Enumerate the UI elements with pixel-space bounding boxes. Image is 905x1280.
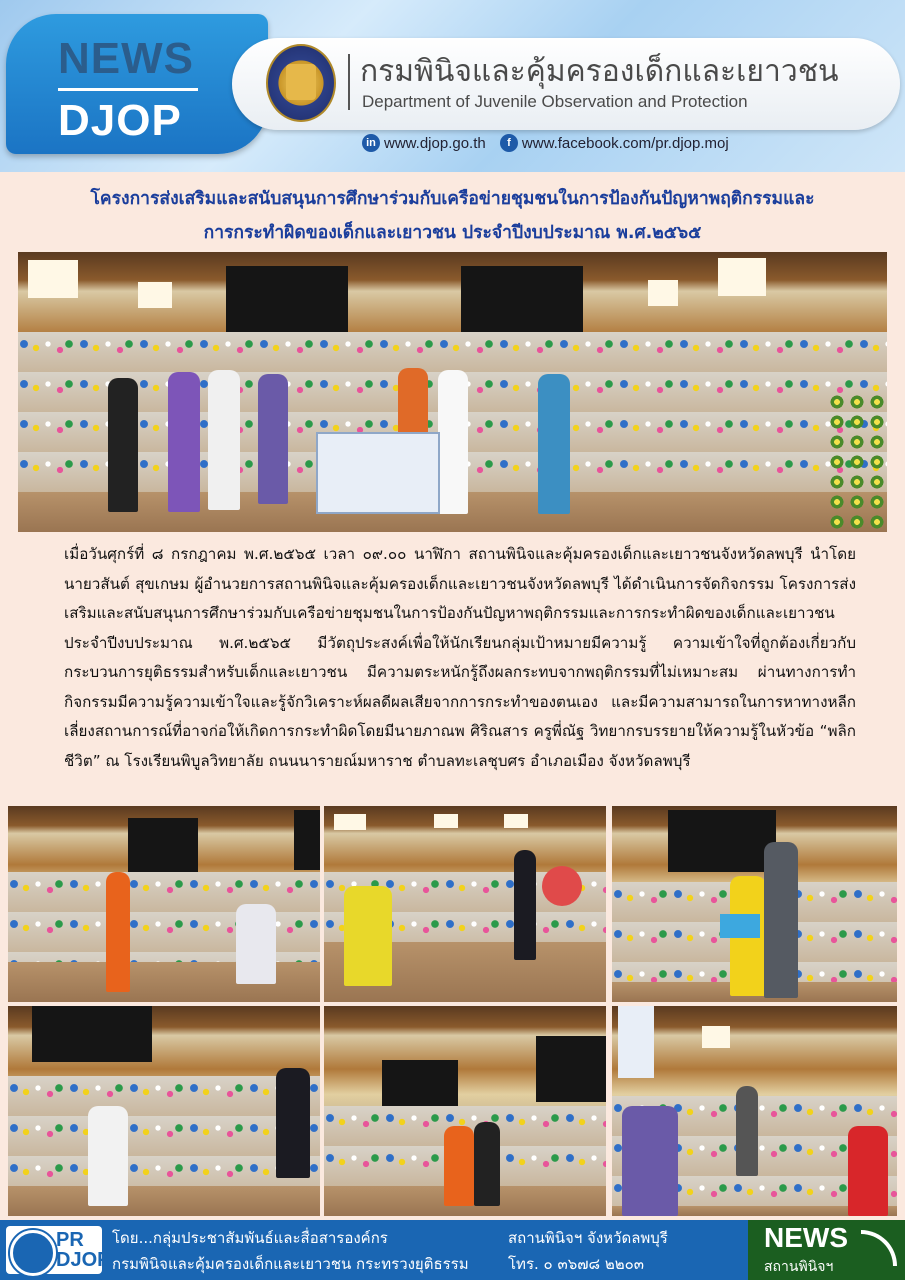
activity-photo-1 <box>8 806 320 1002</box>
facebook-link[interactable]: www.facebook.com/pr.djop.moj <box>521 134 729 152</box>
contact-links <box>362 134 739 152</box>
activity-photo-3 <box>612 806 897 1002</box>
camera-lens-icon <box>10 1230 56 1276</box>
news-body-paragraph: เมื่อวันศุกร์ที่ ๘ กรกฎาคม พ.ศ.๒๕๖๕ เวลา ๐๙.๐๐ นาฬิกา สถานพินิจและคุ้มครองเด็กและเยาวชนจังหวัดลพบุรี นำโดยนายวสันต์ สุขเกษม ผู้อำนวยการสถานพินิจและคุ้มครองเด็กและเยาวชนจังหวัดลพบุรี ได้ดำเนินการจัดกิจกรรม โครงการส่งเสริมและสนับสนุนการศึกษาร่วมกับเครือข่ายชุมชนในการป้องกันปัญหาพฤติกรรมและการกระทำผิดของเด็กและเยาวชน ประจำปีงบประมาณ พ.ศ.๒๕๖๕ มีวัตถุประสงค์เพื่อให้นักเรียนกลุ่มเป้าหมายมีความรู้ ความเข้าใจที่ถูกต้องเกี่ยวกับกระบวนการยุติธรรมสำหรับเด็กและเยาวชน มีความตระหนักรู้ถึงผลกระทบจากพฤติกรรมที่ไม่เหมาะสม ผ่านทางการทำกิจกรรมมีความรู้ความเข้าใจและรู้จักวิเคราะห์ผลดีผลเสียจากการกระทำของตนเอง และมีความสามารถในการหาทางหลีกเลี่ยงสถานการณ์ที่อาจก่อให้เกิดการกระทำผิดโดยมีนายภาณพ ศิริณสาร ครูพี่ณัฐ วิทยากรบรรยายให้ความรู้ในหัวข้อ “พลิกชีวิต” ณ โรงเรียนพิบูลวิทยาลัย ถนนนารายณ์มหาราช ตำบลทะเลชุบศร อำเภอเมือง จังหวัดลพบุรี <box>64 545 856 770</box>
news-station-logo <box>748 1220 905 1280</box>
footer-station: สถานพินิจฯ จังหวัดลพบุรี <box>508 1229 668 1247</box>
website-link[interactable]: www.djop.go.th <box>384 134 486 152</box>
pr-djop-label: PR DJOP <box>56 1229 111 1271</box>
footer-telephone: โทร. ๐ ๓๖๗๘ ๒๒๐๓ <box>508 1255 645 1273</box>
news-station-label: NEWS <box>764 1222 848 1253</box>
project-title <box>20 182 885 250</box>
activity-photo-2 <box>324 806 606 1002</box>
news-label: NEWS <box>58 34 194 83</box>
footer-org-line: กรมพินิจและคุ้มครองเด็กและเยาวชน กระทรวงยุติธรรม <box>112 1255 469 1273</box>
header-banner <box>0 0 905 172</box>
djop-label: DJOP <box>58 96 182 145</box>
activity-photo-4 <box>8 1006 320 1216</box>
activity-photo-5 <box>324 1006 606 1216</box>
website-icon: in <box>362 134 380 152</box>
news-station-sub: สถานพินิจฯ <box>764 1259 834 1275</box>
footer-bar <box>0 1220 905 1280</box>
activity-photo-6 <box>612 1006 897 1216</box>
facebook-icon: f <box>500 134 518 152</box>
department-seal-icon <box>266 44 336 122</box>
department-name-thai: กรมพินิจและคุ้มครองเด็กและเยาวชน <box>360 54 839 89</box>
project-title-line2: การกระทำผิดของเด็กและเยาวชน ประจำปีงบประมาณ พ.ศ.๒๕๖๕ <box>203 223 702 243</box>
divider <box>348 54 350 110</box>
badge-divider <box>58 88 198 91</box>
project-title-line1: โครงการส่งเสริมและสนับสนุนการศึกษาร่วมกับเครือข่ายชุมชนในการป้องกันปัญหาพฤติกรรมและ <box>90 189 815 209</box>
department-name-english: Department of Juvenile Observation and Protection <box>362 92 748 111</box>
main-group-photo <box>18 252 887 532</box>
pr-djop-logo <box>6 1226 111 1274</box>
news-djop-badge <box>6 14 268 154</box>
footer-by-line: โดย...กลุ่มประชาสัมพันธ์และสื่อสารองค์กร <box>112 1229 388 1247</box>
broadcast-wave-icon <box>861 1230 897 1266</box>
